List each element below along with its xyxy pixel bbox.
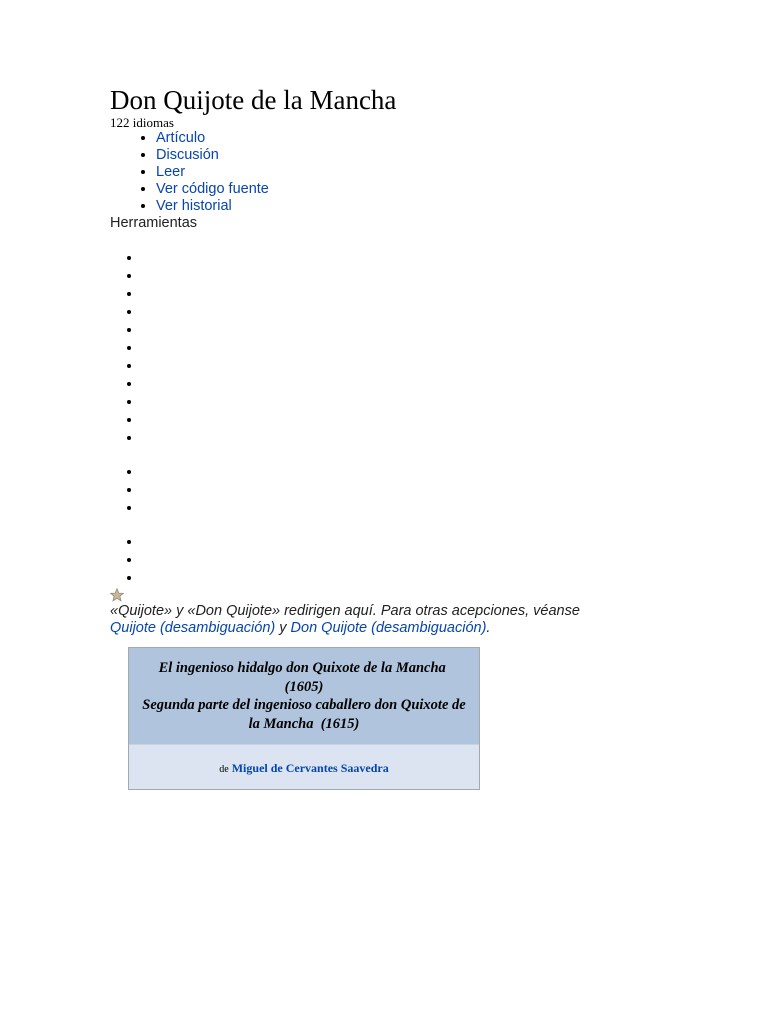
infobox-year-2: (1615) [320,715,360,732]
tab-leer [156,164,710,181]
tab-ver-codigo-fuente [156,181,710,198]
infobox-year-1: (1605) [284,678,324,695]
author-prefix: de [219,764,229,775]
hatnote-link-quijote-desambiguacion[interactable]: Quijote (desambiguación) [110,620,276,636]
infobox [128,647,480,790]
featured-star-icon [110,588,124,602]
hatnote-link-don-quijote-desambiguacion[interactable]: Don Quijote (desambiguación) [290,620,487,636]
list-item [142,267,710,285]
hatnote-period: . [486,620,491,636]
tools-list-3 [110,533,710,587]
list-item [142,357,710,375]
hatnote [110,603,580,637]
list-item [142,249,710,267]
hatnote-text: «Quijote» y «Don Quijote» redirigen aquí. Para otras acepciones, véanse [110,603,580,619]
author-link[interactable]: Miguel de Cervantes Saavedra [231,761,389,775]
spacer [110,517,710,533]
tools-list-2 [110,463,710,517]
tab-articulo-link[interactable]: Artículo [156,130,206,146]
tab-discusion [156,147,710,164]
tab-articulo [156,130,710,147]
page-title: Don Quijote de la Mancha [110,85,397,115]
list-item [142,551,710,569]
list-item [142,285,710,303]
languages-button[interactable]: 122 idiomas [110,115,174,130]
list-item [142,533,710,551]
list-item [142,375,710,393]
infobox-title-2-text: Segunda parte del ingenioso caballero don Quixote de la Mancha [142,697,466,732]
list-item [142,569,710,587]
tab-leer-link[interactable]: Leer [156,164,186,180]
tab-discusion-link[interactable]: Discusión [156,147,219,163]
list-item [142,429,710,447]
tab-ver-historial [156,198,710,215]
tools-menu[interactable]: Herramientas [110,215,198,231]
infobox-title-2 [139,696,469,733]
tab-ver-historial-link[interactable]: Ver historial [156,198,232,214]
list-item [142,339,710,357]
tab-ver-codigo-fuente-link[interactable]: Ver código fuente [156,181,269,197]
infobox-author [129,745,479,789]
infobox-header [129,648,479,745]
article-page [110,84,710,637]
list-item [142,481,710,499]
page-tabs [110,130,710,215]
tools-list-1 [110,249,710,447]
infobox-title-1 [139,659,469,696]
list-item [142,393,710,411]
list-item [142,499,710,517]
list-item [142,303,710,321]
list-item [142,321,710,339]
spacer [110,447,710,463]
list-item [142,411,710,429]
infobox-title-1-text: El ingenioso hidalgo don Quixote de la Mancha [158,660,446,676]
spacer [110,232,710,249]
hatnote-connector: y [275,620,291,636]
list-item [142,463,710,481]
